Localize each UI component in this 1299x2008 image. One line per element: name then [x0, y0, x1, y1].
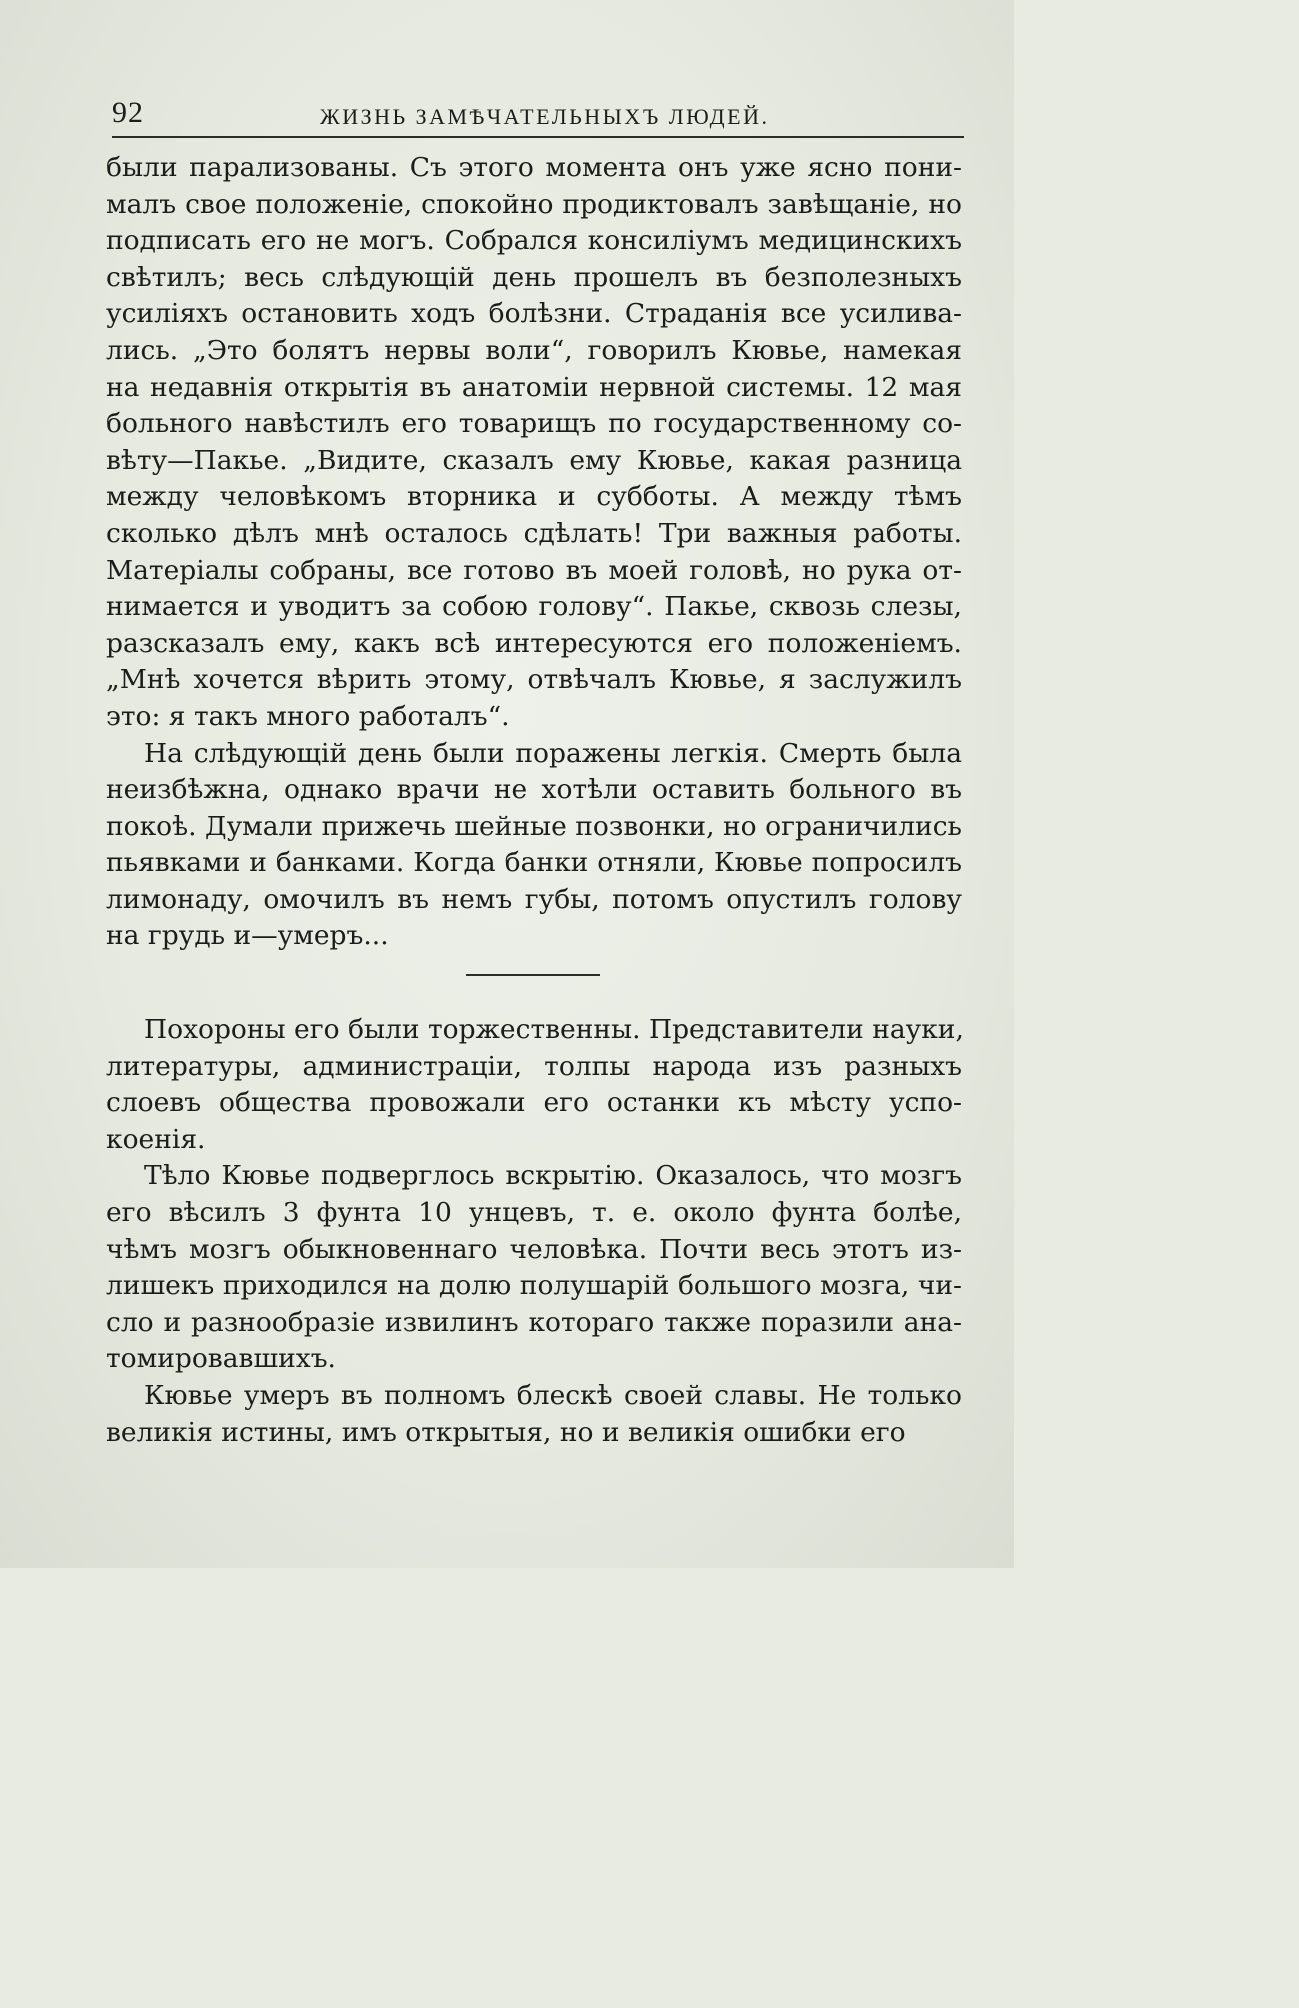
paragraph — [106, 1012, 962, 1158]
text-line: свѣтилъ; весь слѣдующій день прошелъ въ безполезныхъ — [106, 261, 962, 293]
header-rule — [112, 136, 964, 138]
text-line: „Мнѣ хочется вѣрить этому, отвѣчалъ Кювье, я заслужилъ — [106, 664, 962, 696]
text-line: Похороны его были торжественны. Представители науки, — [144, 1014, 964, 1045]
paragraph — [106, 1158, 962, 1378]
text-line: разсказалъ ему, какъ всѣ интересуются его положеніемъ. — [106, 627, 962, 659]
page-header — [112, 96, 962, 136]
text-line: Тѣло Кювье подверглось вскрытію. Оказалось, что мозгъ — [144, 1160, 962, 1192]
body-text-top — [106, 150, 962, 955]
text-line: пьявками и банками. Когда банки отняли, Кювье попросилъ — [106, 847, 962, 879]
text-line: сло и разнообразіе извилинъ котораго также поразили ана- — [106, 1306, 962, 1338]
text-line: неизбѣжна, однако врачи не хотѣли оставить больного въ — [106, 774, 962, 806]
text-line: томировавшихъ. — [106, 1343, 336, 1375]
text-line: на недавнія открытія въ анатоміи нервной системы. 12 мая — [106, 371, 962, 403]
section-divider — [466, 974, 600, 976]
text-line: чѣмъ мозгъ обыкновеннаго человѣка. Почти весь этотъ из- — [106, 1233, 962, 1265]
text-line: усиліяхъ остановить ходъ болѣзни. Страданія все усилива- — [106, 298, 962, 330]
text-line: На слѣдующій день были поражены легкія. Смерть была — [144, 737, 962, 769]
text-line: коенія. — [106, 1123, 206, 1155]
text-line: лись. „Это болятъ нервы воли“, говорилъ Кювье, намекая — [106, 334, 962, 366]
text-line: между человѣкомъ вторника и субботы. А между тѣмъ — [106, 481, 962, 513]
page-number: 92 — [112, 96, 144, 129]
text-line: сколько дѣлъ мнѣ осталось сдѣлать! Три важныя работы. — [106, 517, 962, 549]
text-line: Кювье умеръ въ полномъ блескѣ своей славы. Не только — [144, 1379, 962, 1411]
text-line: малъ свое положеніе, спокойно продиктовалъ завѣщаніе, но — [106, 188, 962, 220]
text-line: были парализованы. Съ этого момента онъ уже ясно пони- — [106, 152, 962, 183]
text-line: литературы, администраціи, толпы народа изъ разныхъ — [106, 1050, 962, 1082]
text-line: покоѣ. Думали прижечь шейные позвонки, но ограничились — [106, 810, 962, 842]
text-line: великія истины, имъ открытыя, но и великія ошибки его — [106, 1416, 906, 1448]
text-line: вѣту—Пакье. „Видите, сказалъ ему Кювье, какая разница — [106, 444, 962, 476]
text-line: на грудь и—умеръ... — [106, 920, 389, 952]
running-title: ЖИЗНЬ ЗАМѢЧАТЕЛЬНЫХЪ ЛЮДЕЙ. — [320, 104, 770, 129]
text-line: лишекъ приходился на долю полушарій большого мозга, чи- — [106, 1270, 962, 1302]
paragraph — [106, 1378, 962, 1451]
text-line: больного навѣстилъ его товарищъ по государственному со- — [106, 408, 962, 440]
text-line: слоевъ общества провожали его останки къ мѣсту успо- — [106, 1087, 962, 1119]
text-line: его вѣсилъ 3 фунта 10 унцевъ, т. е. около фунта болѣе, — [106, 1196, 962, 1228]
paragraph — [106, 150, 962, 736]
text-line: лимонаду, омочилъ въ немъ губы, потомъ опустилъ голову — [106, 883, 962, 915]
paragraph — [106, 736, 962, 956]
text-line: подписать его не могъ. Собрался консиліумъ медицинскихъ — [106, 225, 962, 257]
text-line: нимается и уводитъ за собою голову“. Пакье, сквозь слезы, — [106, 591, 962, 623]
body-text-bottom — [106, 1012, 962, 1451]
text-line: Матеріалы собраны, все готово въ моей головѣ, но рука от- — [106, 554, 962, 586]
text-line: это: я такъ много работалъ“. — [106, 700, 510, 732]
